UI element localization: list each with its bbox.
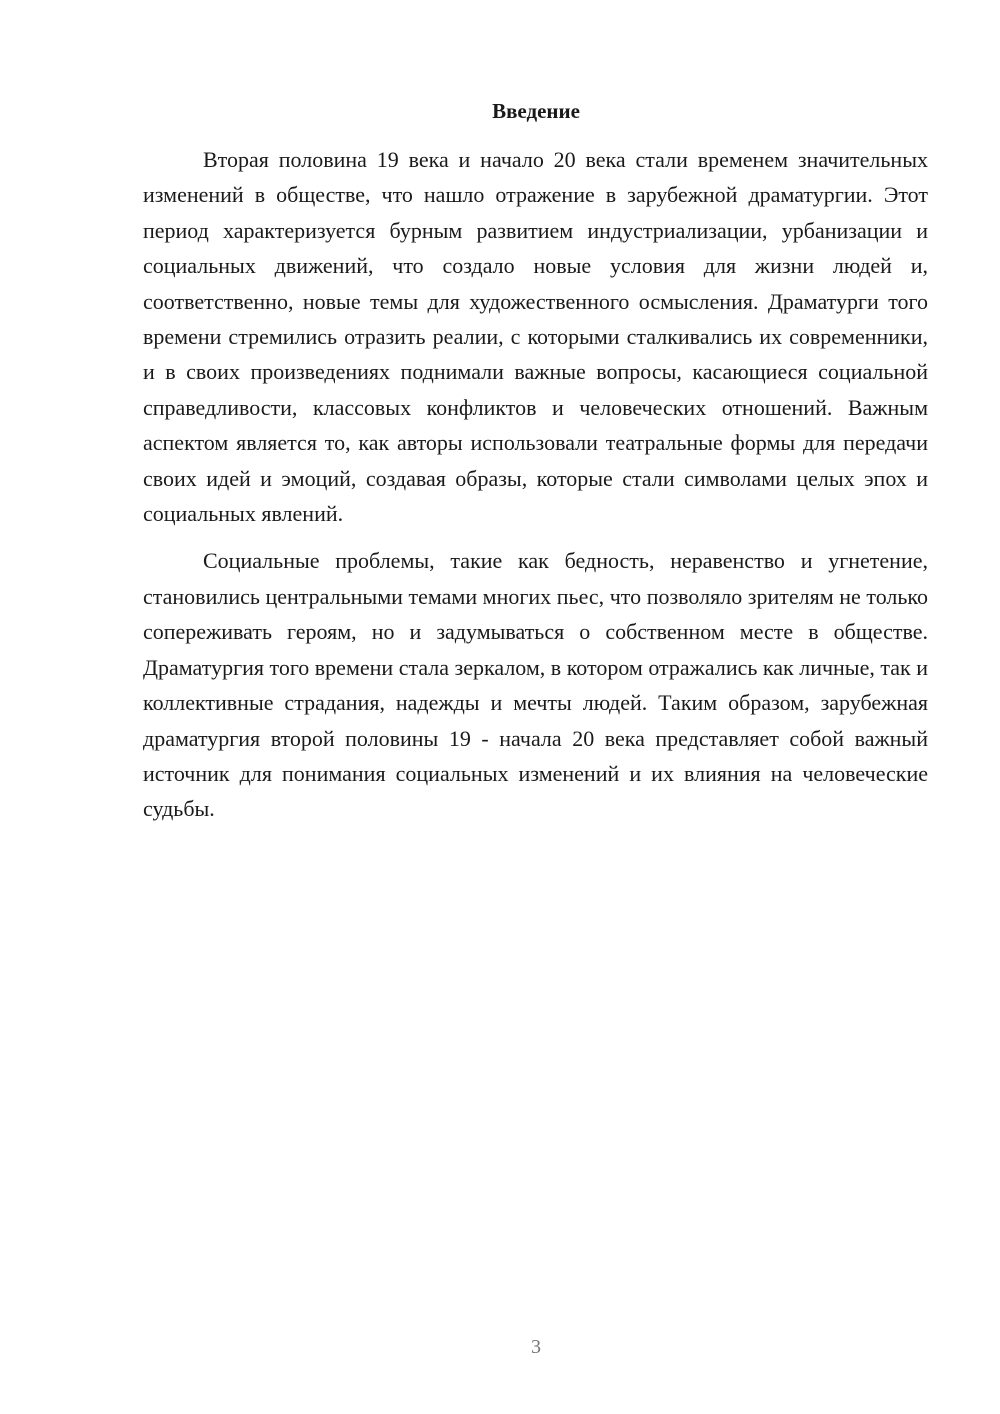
body-text bbox=[143, 142, 928, 827]
paragraph-1: Вторая половина 19 века и начало 20 века стали временем значительных изменений в обществе, что нашло отражение в зарубежной драматургии. Этот период характеризуется бурным развитием индустриализации, урбанизации и социальных движений, что создало новые условия для жизни людей и, соответственно, новые темы для художественного осмысления. Драматурги того времени стремились отразить реалии, с которыми сталкивались их современники, и в своих произведениях поднимали важные вопросы, касающиеся социальной справедливости, классовых конфликтов и человеческих отношений. Важным аспектом является то, как авторы использовали театральные формы для передачи своих идей и эмоций, создавая образы, которые стали символами целых эпох и социальных явлений. bbox=[143, 147, 928, 527]
page-number: 3 bbox=[531, 1336, 541, 1358]
paragraph-2: Социальные проблемы, такие как бедность, неравенство и угнетение, становились центральными темами многих пьес, что позволяло зрителям не только сопереживать героям, но и задумываться о собственном месте в обществе. Драматургия того времени стала зеркалом, в котором отражались как личные, так и коллективные страдания, надежды и мечты людей. Таким образом, зарубежная драматургия второй половины 19 - начала 20 века представляет собой важный источник для понимания социальных изменений и их влияния на человеческие судьбы. bbox=[143, 548, 928, 822]
section-heading: Введение bbox=[492, 99, 580, 123]
